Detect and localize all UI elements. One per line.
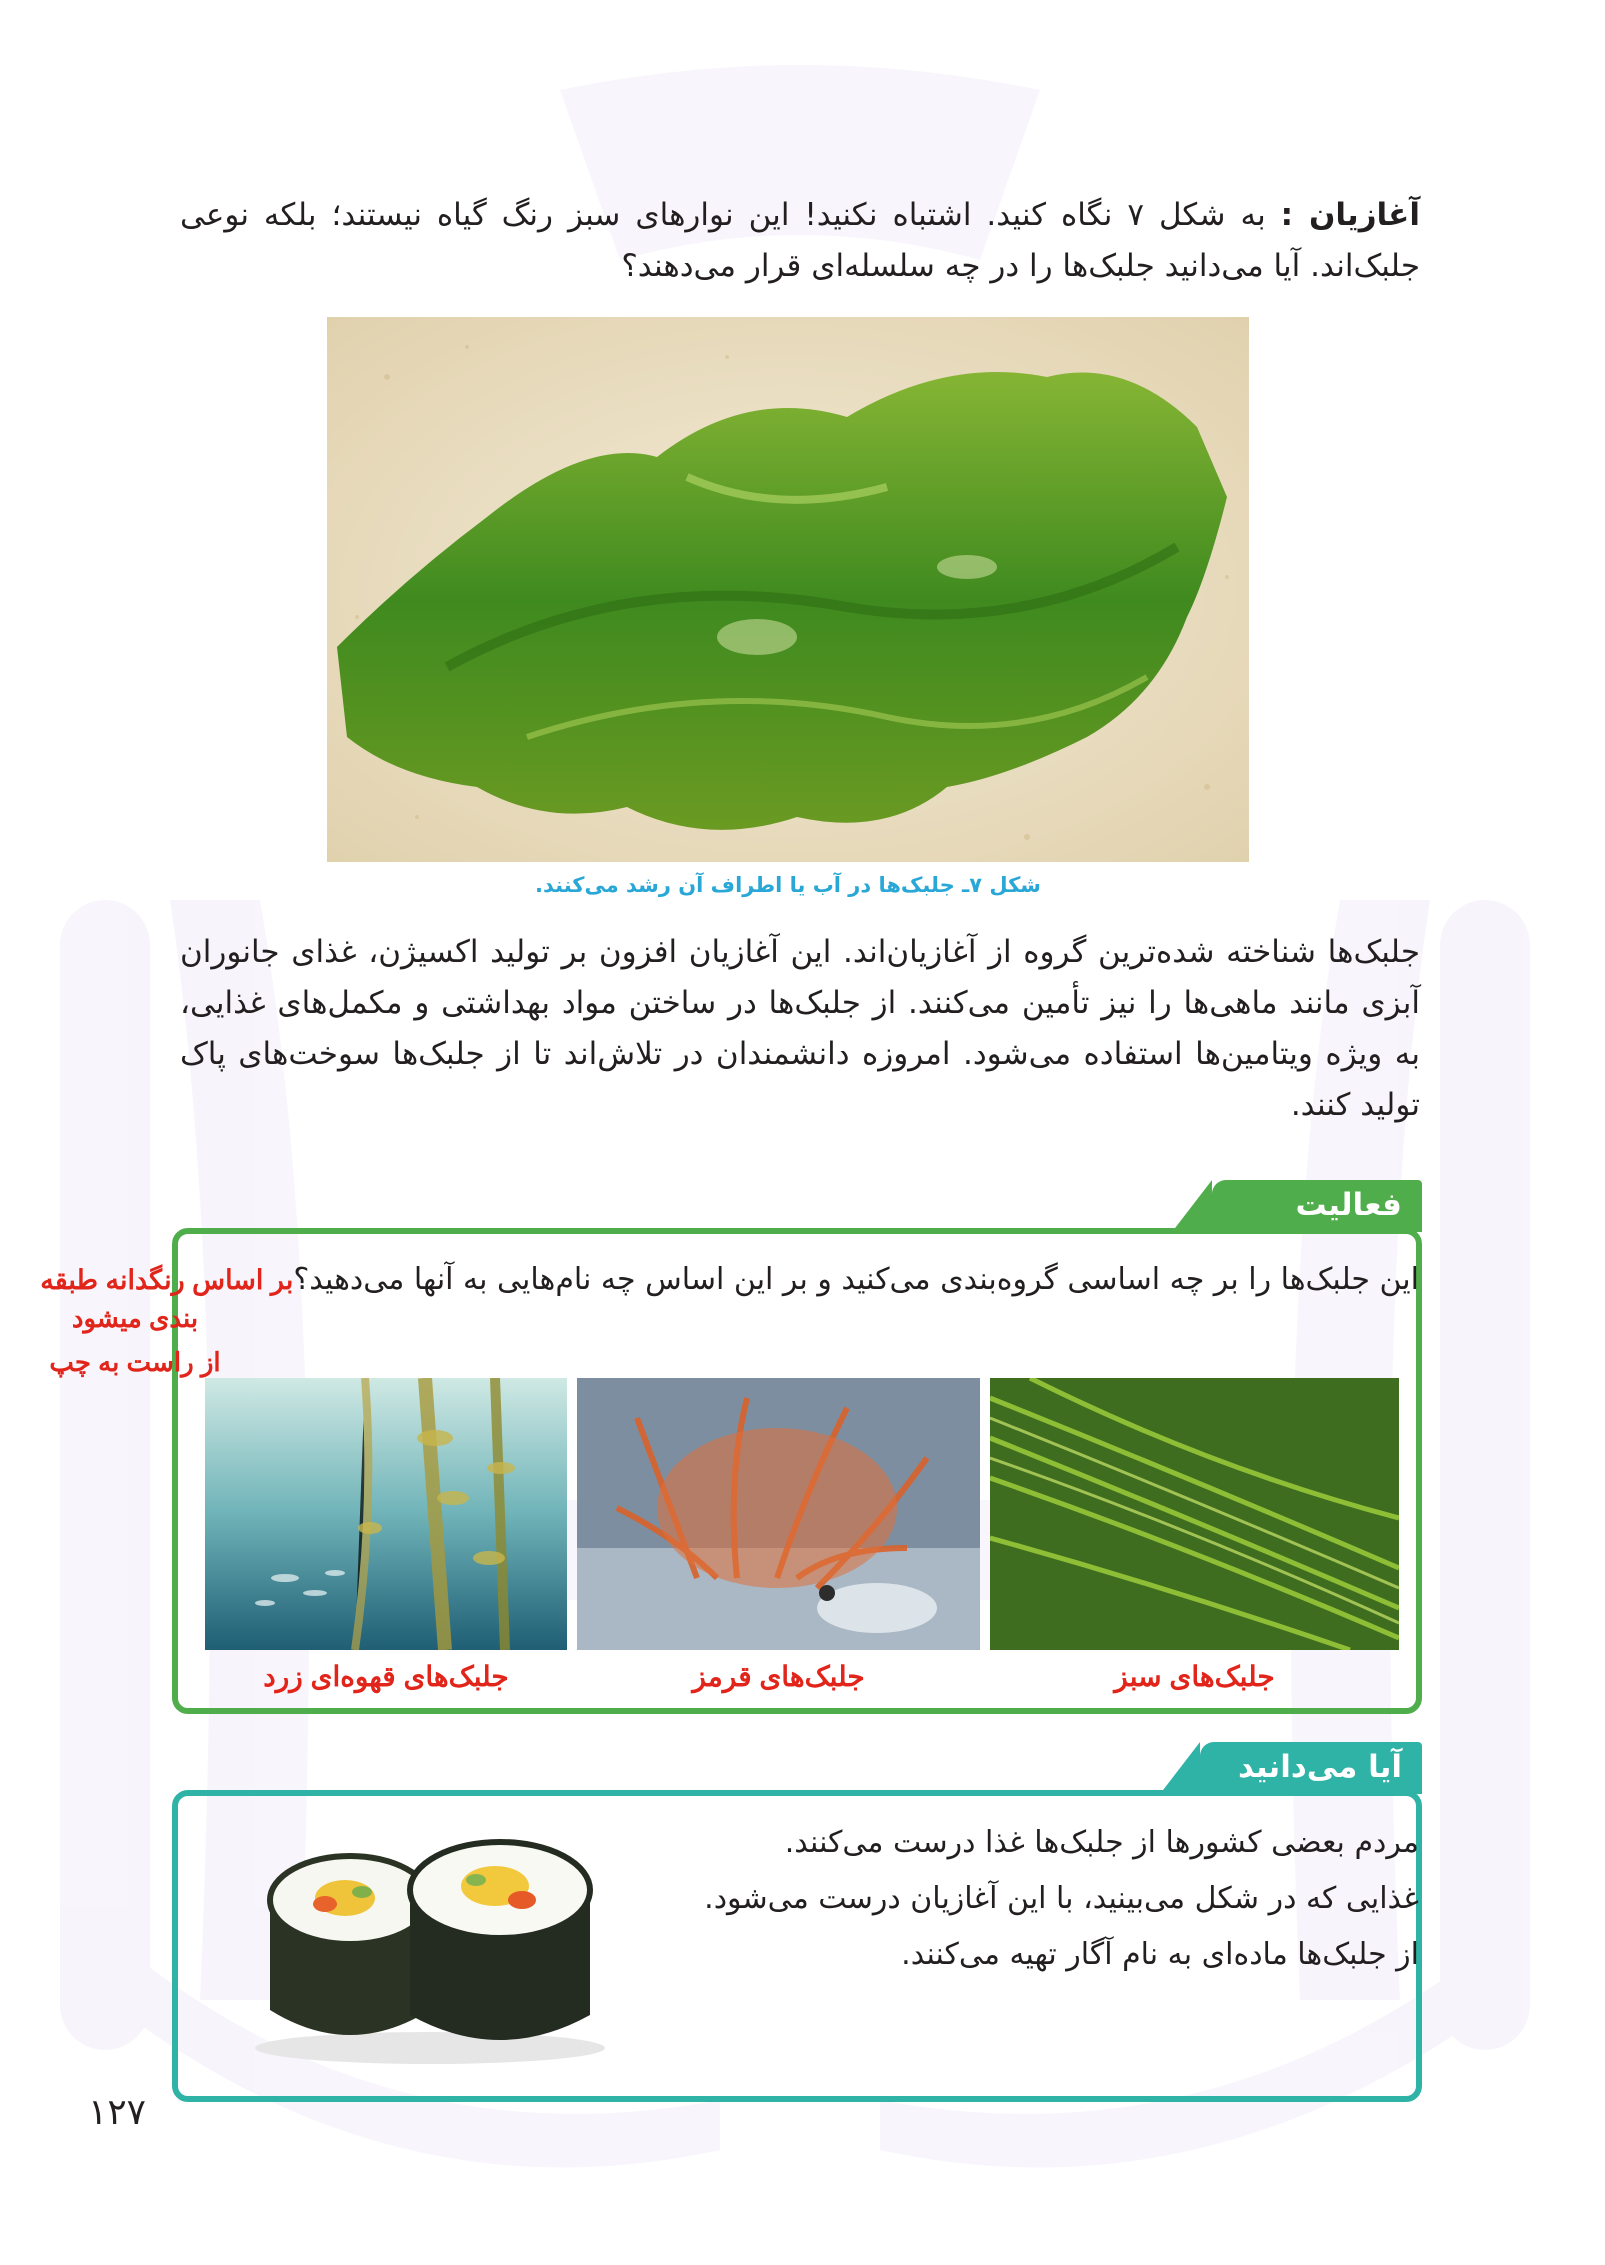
- know-line-3: از جلبک‌ها ماده‌ای به نام آگار تهیه می‌کنند.: [901, 1937, 1419, 1972]
- activity-tab: [1212, 1180, 1422, 1232]
- body-line-2: آبزی مانند ماهی‌ها را نیز تأمین می‌کنند. از جلبک‌ها در ساختن مواد بهداشتی و مکمل‌های غذایی،: [180, 985, 1420, 1021]
- did-you-know-title: آیا می‌دانید: [1238, 1749, 1402, 1785]
- activity-question-text: این جلبک‌ها را بر چه اساسی گروه‌بندی می‌کنید و بر این اساس چه نام‌هایی به آنها می‌دهید؟: [293, 1262, 1419, 1297]
- label-green-algae: جلبک‌های سبز: [1114, 1661, 1275, 1692]
- did-you-know-text: [704, 1815, 1419, 1983]
- label-brown-algae: جلبک‌های قهوه‌ای زرد: [263, 1661, 509, 1692]
- brown-algae-image: [205, 1378, 567, 1650]
- intro-paragraph: [180, 190, 1420, 292]
- label-red-algae: جلبک‌های قرمز: [692, 1661, 865, 1692]
- body-line-3: به ویژه ویتامین‌ها استفاده می‌شود. امروزه دانشمندان در تلاش‌اند تا از جلبک‌ها سوخت‌های پاک: [180, 1036, 1420, 1072]
- answer-note-line-2: از راست به چپ: [49, 1347, 221, 1377]
- intro-line-2: جلبک‌اند. آیا می‌دانید جلبک‌ها را در چه سلسله‌ای قرار می‌دهند؟: [621, 248, 1420, 284]
- know-line-1: مردم بعضی کشورها از جلبک‌ها غذا درست می‌کنند.: [784, 1825, 1419, 1860]
- know-line-2: غذایی که در شکل می‌بینید، با این آغازیان درست می‌شود.: [704, 1881, 1419, 1916]
- answer-note-line-1: بندی میشود: [71, 1303, 199, 1333]
- green-algae-image: [990, 1378, 1399, 1650]
- figure-7-image: [327, 317, 1249, 862]
- red-algae-image: [577, 1378, 980, 1650]
- body-paragraph: [180, 927, 1420, 1131]
- intro-line-1: به شکل ۷ نگاه کنید. اشتباه نکنید! این نوارهای سبز رنگ گیاه نیستند؛ بلکه نوعی: [180, 197, 1266, 233]
- handwritten-answer-note: [20, 1296, 250, 1384]
- body-line-4: تولید کنند.: [1290, 1087, 1420, 1123]
- sushi-image: [240, 1820, 620, 2070]
- activity-title: فعالیت: [1295, 1187, 1402, 1223]
- intro-term: آغازیان :: [1280, 197, 1420, 233]
- page-number: ۱۲۷: [88, 2092, 147, 2133]
- handwritten-answer-inline: بر اساس رنگدانه طبقه: [40, 1265, 294, 1295]
- did-you-know-tab: [1200, 1742, 1422, 1794]
- body-line-1: جلبک‌ها شناخته شده‌ترین گروه از آغازیان‌اند. این آغازیان افزون بر تولید اکسیژن، غذای جانوران: [180, 934, 1420, 970]
- figure-7-caption: شکل ۷ـ جلبک‌ها در آب یا اطراف آن رشد می‌کنند.: [535, 873, 1041, 897]
